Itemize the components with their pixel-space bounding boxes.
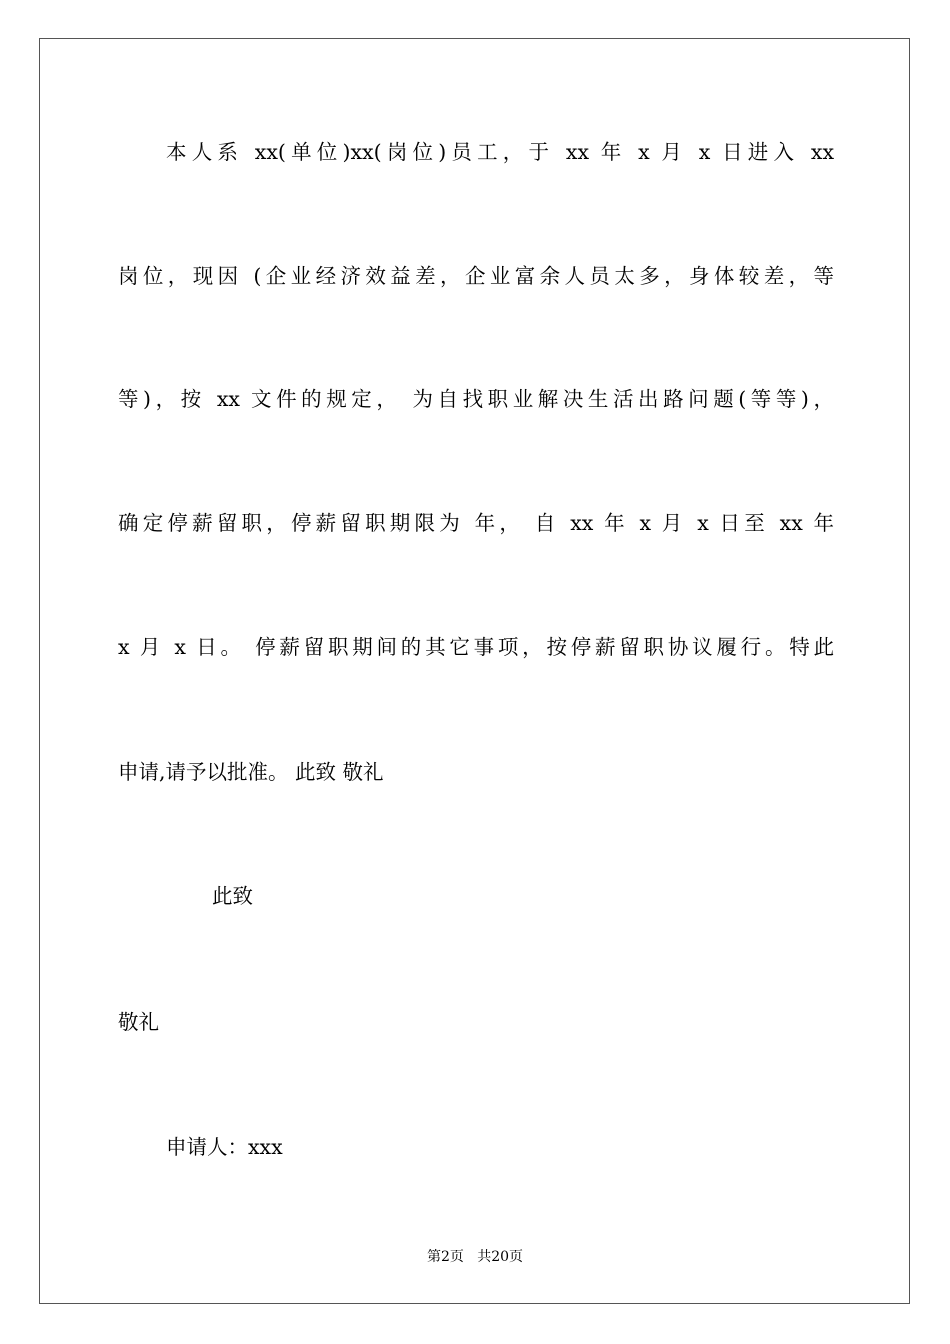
applicant-signature: 申请人：xxx: [166, 1135, 283, 1159]
body-line-2: 岗位，现因 (企业经济效益差，企业富余人员太多，身体较差，等: [118, 264, 834, 288]
body-line-4: 确定停薪留职，停薪留职期限为 年， 自 xx 年 x 月 x 日至 xx 年: [118, 511, 834, 535]
body-line-3: 等)，按 xx 文件的规定， 为自找职业解决生活出路问题(等等)，: [118, 387, 834, 411]
closing-salutation: 此致: [212, 884, 253, 908]
body-line-5: x 月 x 日。 停薪留职期间的其它事项，按停薪留职协议履行。特此: [118, 635, 834, 659]
closing-regards: 敬礼: [118, 1010, 159, 1034]
body-line-1: 本人系 xx(单位)xx(岗位)员工，于 xx 年 x 月 x 日进入 xx: [166, 140, 834, 164]
body-line-6: 申请,请予以批准。 此致 敬礼: [118, 760, 384, 784]
page-number-footer: 第2页 共20页: [426, 1249, 524, 1265]
page-border: [39, 38, 910, 1304]
